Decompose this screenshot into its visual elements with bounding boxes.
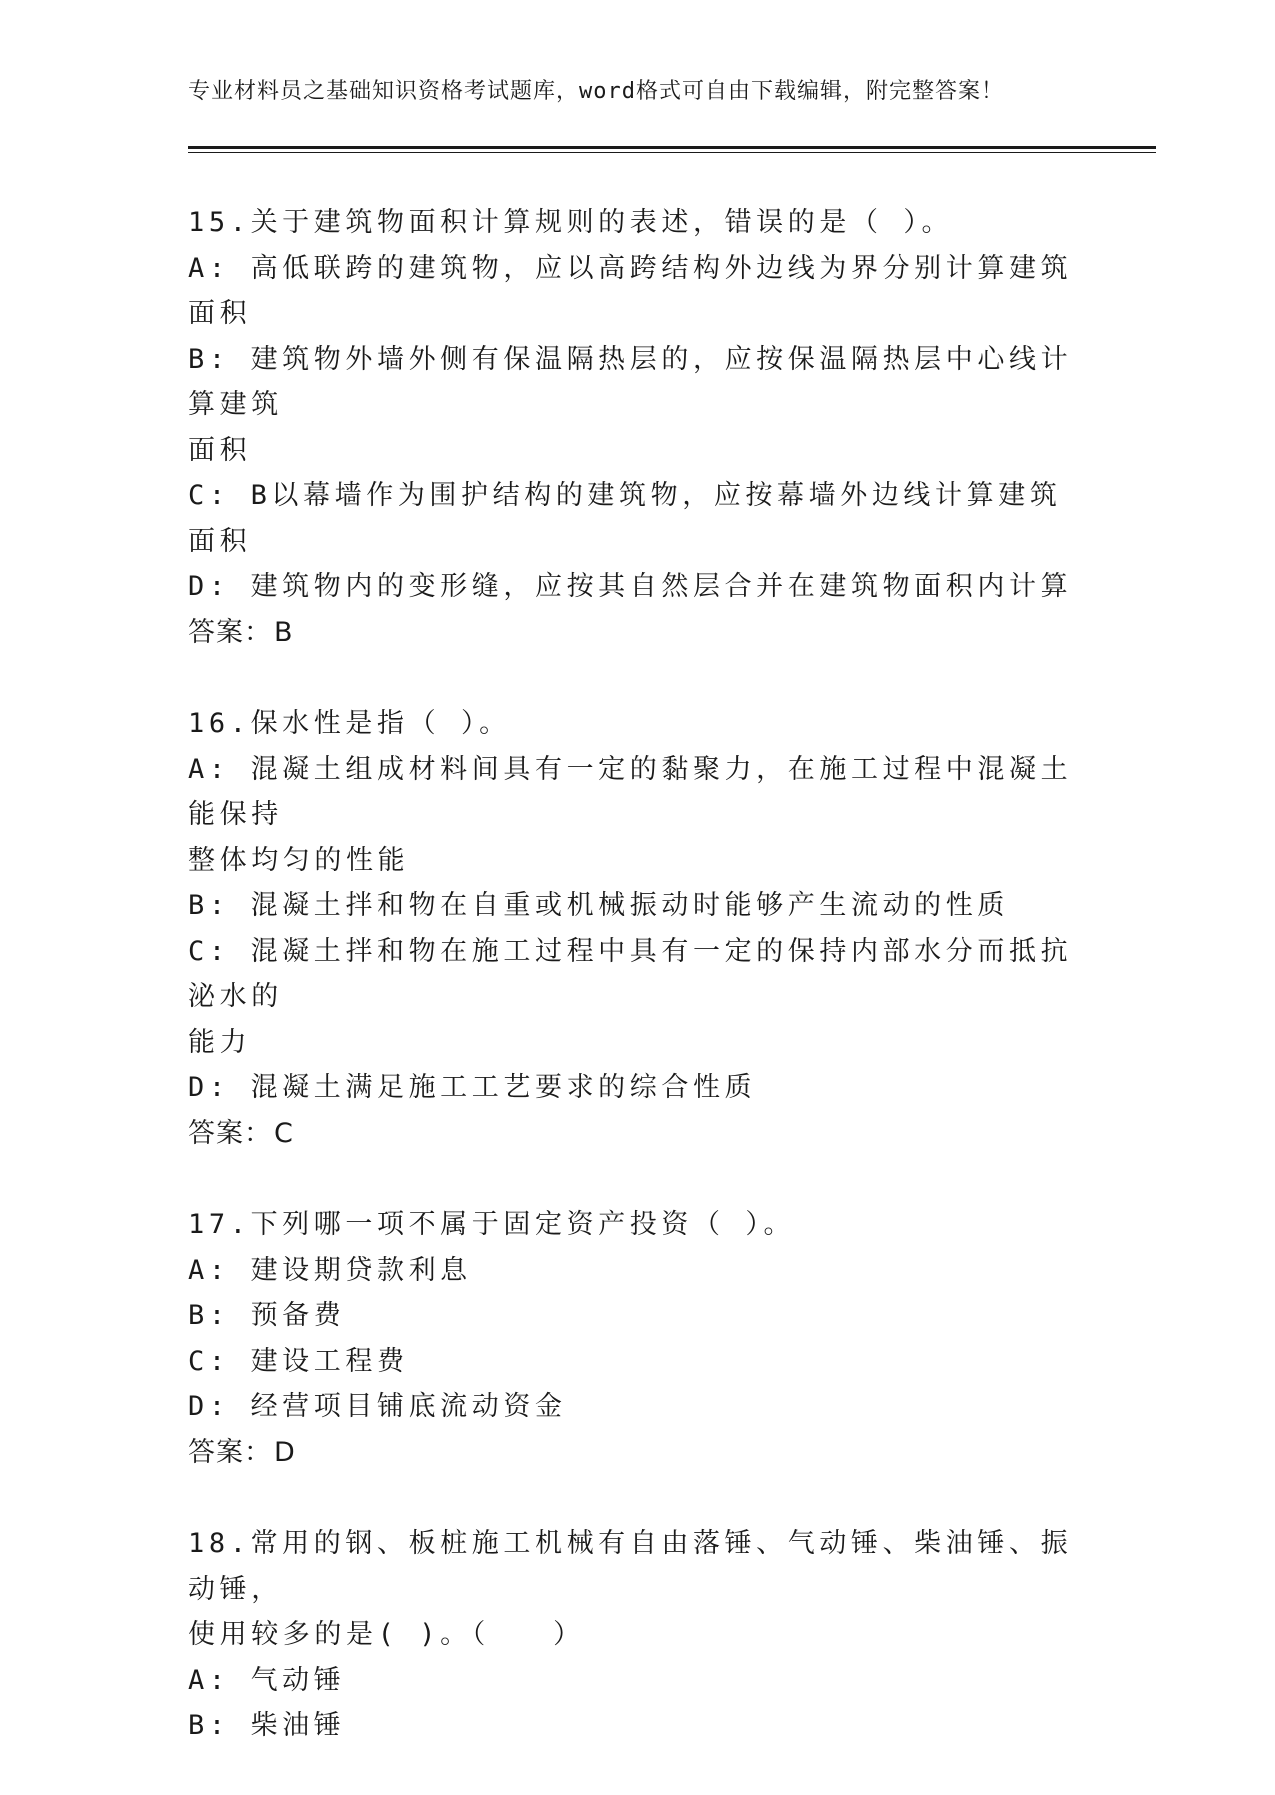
answer-line — [188, 610, 1088, 656]
option-c: C: B以幕墙作为围护结构的建筑物，应按幕墙外边线计算建筑面积 — [188, 480, 1062, 557]
option-b-continued: 面积 — [188, 434, 252, 466]
option-a: A: 气动锤 — [188, 1664, 346, 1696]
answer-value: D — [274, 1436, 296, 1468]
option-a: A: 混凝土组成材料间具有一定的黏聚力，在施工过程中混凝土能保持 — [188, 753, 1073, 830]
answer-label: 答案： — [188, 616, 272, 648]
question-17 — [188, 1202, 1088, 1475]
option-b: B: 柴油锤 — [188, 1710, 346, 1741]
header-note: 专业材料员之基础知识资格考试题库，word格式可自由下载编辑，附完整答案！ — [188, 79, 1004, 104]
option-a: A: 高低联跨的建筑物，应以高跨结构外边线为界分别计算建筑面积 — [188, 252, 1073, 329]
question-list — [188, 200, 1088, 1795]
option-b: B: 建筑物外墙外侧有保温隔热层的，应按保温隔热层中心线计算建筑 — [188, 343, 1073, 420]
question-stem: 16.保水性是指（ ）。 — [188, 708, 511, 739]
question-16 — [188, 701, 1088, 1156]
option-d: D: 建筑物内的变形缝，应按其自然层合并在建筑物面积内计算 — [188, 571, 1073, 602]
answer-value: B — [274, 616, 294, 648]
answer-label: 答案： — [188, 1436, 272, 1468]
option-c-continued: 能力 — [188, 1026, 252, 1058]
option-c: C: 混凝土拌和物在施工过程中具有一定的保持内部水分而抵抗泌水的 — [188, 935, 1073, 1012]
question-stem: 17.下列哪一项不属于固定资产投资（ ）。 — [188, 1209, 796, 1240]
option-a: A: 建设期贷款利息 — [188, 1254, 472, 1286]
question-stem-continued: 使用较多的是( )。（ ） — [188, 1619, 585, 1650]
option-d: D: 经营项目铺底流动资金 — [188, 1391, 567, 1422]
question-15 — [188, 200, 1088, 655]
header-rule-thin — [188, 152, 1156, 153]
answer-line — [188, 1430, 1088, 1476]
option-c: C: 建设工程费 — [188, 1345, 409, 1377]
option-b: B: 混凝土拌和物在自重或机械振动时能够产生流动的性质 — [188, 890, 1009, 921]
answer-value: C — [274, 1117, 294, 1149]
answer-label: 答案： — [188, 1117, 272, 1149]
header-rule — [188, 146, 1156, 149]
answer-line — [188, 1111, 1088, 1157]
option-b: B: 预备费 — [188, 1300, 346, 1331]
question-stem: 18.常用的钢、板桩施工机械有自由落锤、气动锤、柴油锤、振动锤， — [188, 1528, 1073, 1605]
option-d: D: 混凝土满足施工工艺要求的综合性质 — [188, 1072, 757, 1103]
question-stem: 15.关于建筑物面积计算规则的表述，错误的是（ ）。 — [188, 207, 954, 238]
question-18 — [188, 1521, 1088, 1749]
option-a-continued: 整体均匀的性能 — [188, 844, 410, 876]
